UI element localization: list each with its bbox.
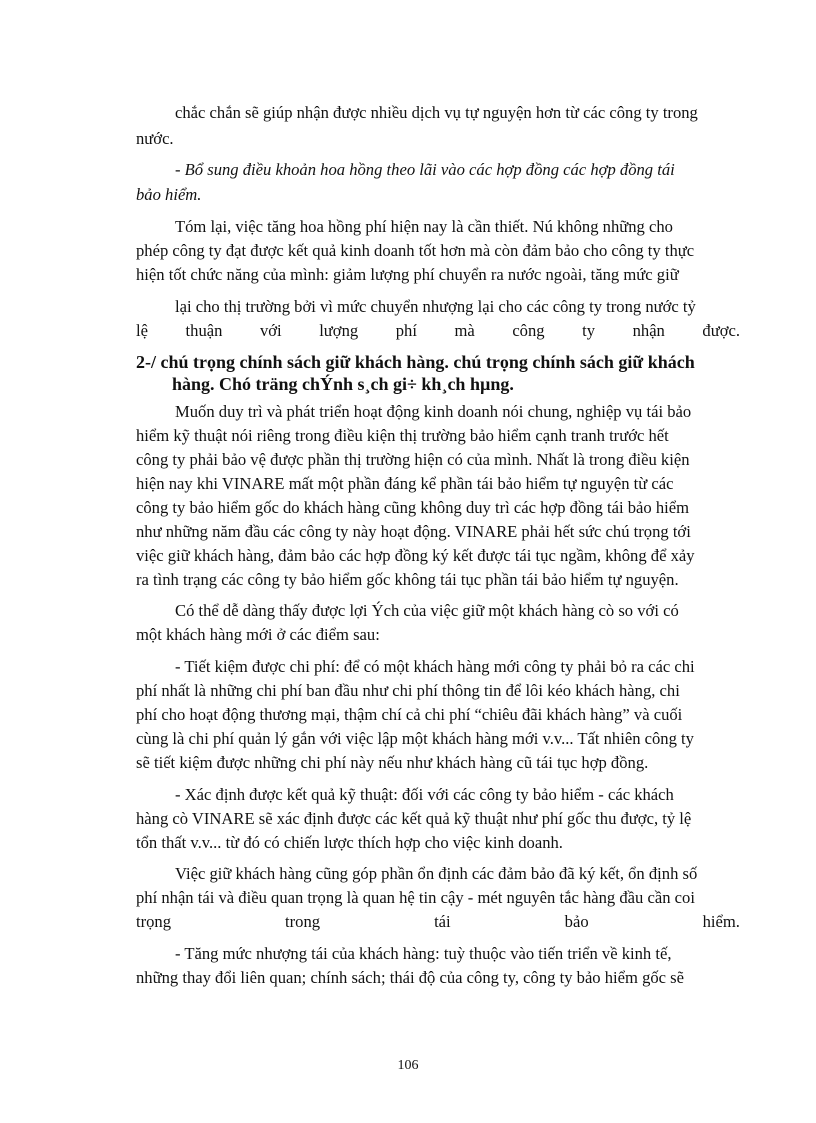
paragraph-line: phí cho hoạt động thương mại, thậm chí cả chi phí “chiêu đãi khách hàng” và cuối (136, 705, 683, 724)
page-number: 106 (397, 1058, 419, 1073)
paragraph-line: lại cho thị trường bởi vì mức chuyển nhượng lại cho các công ty trong nước tỷ (175, 297, 696, 316)
paragraph-line: ra tình trạng các công ty bảo hiểm gốc không tái tục phần tái bảo hiểm tự nguyện. (136, 570, 679, 589)
word: bảo (564, 912, 589, 931)
paragraph-line: phép công ty đạt được kết quả kinh doanh tốt hơn mà còn đảm bảo cho công ty thực (136, 241, 695, 260)
italic-line: bảo hiểm. (136, 185, 202, 204)
paragraph-line: nước. (136, 129, 174, 148)
paragraph-line: một khách hàng mới ở các điểm sau: (136, 625, 380, 644)
paragraph-line: việc giữ khách hàng, đảm bảo các hợp đồng ký kết được tái tục ngầm, không để xảy (136, 546, 695, 565)
paragraph-line: Việc giữ khách hàng cũng góp phần ổn định các đảm bảo đã ký kết, ổn định số (175, 864, 698, 883)
word: thuận (185, 321, 223, 340)
paragraph-line: Có thể dễ dàng thấy được lợi Ých của việc giữ một khách hàng cò so với có (175, 601, 679, 620)
paragraph-line: tổn thất v.v... từ đó có chiến lược thích hợp cho việc kinh doanh. (136, 833, 563, 852)
paragraph-line: phí nhất là những chi phí ban đầu như chi phí thông tin để lôi kéo khách hàng, chi (136, 681, 680, 700)
paragraph-line: hiểm kỹ thuật nói riêng trong điều kiện thị trường bảo hiểm cạnh tranh trước hết (136, 426, 669, 445)
paragraph-line: công ty bảo hiểm gốc do khách hàng cũng không duy trì các hợp đồng tái bảo hiểm (136, 498, 690, 517)
paragraph-line: công ty phải bảo vệ được phần thị trường hiện có của mình. Nhất là trong điều kiện (136, 450, 690, 469)
paragraph-line: - Xác định được kết quả kỹ thuật: đối với các công ty bảo hiểm - các khách (175, 785, 674, 804)
paragraph-line: cùng là chi phí quản lý gắn với việc lập một khách hàng mới v.v... Tất nhiên công ty (136, 729, 694, 748)
word: với (259, 321, 282, 340)
word: tái (434, 912, 451, 931)
word: trọng (136, 912, 172, 931)
paragraph-line: Tóm lại, việc tăng hoa hồng phí hiện nay là cần thiết. Nú không những cho (175, 217, 673, 236)
section-heading: 2-/ chú trọng chính sách giữ khách hàng. chú trọng chính sách giữ khách (136, 352, 695, 372)
word: mà (454, 321, 475, 340)
paragraph-line: hiện tốt chức năng của mình: giảm lượng phí chuyển ra nước ngoài, tăng mức giữ (136, 265, 679, 284)
word: nhận (632, 321, 665, 340)
section-heading: hàng. Chó träng chÝnh s¸ch gi÷ kh¸ch hµng. (172, 374, 514, 394)
justified-line (136, 912, 740, 932)
word: ty (582, 321, 596, 340)
word: được. (702, 321, 740, 340)
word: phí (395, 321, 417, 340)
paragraph-line: hiện nay khi VINARE mất một phần đáng kể phần tái bảo hiểm tự nguyện từ các (136, 474, 674, 493)
paragraph-line: phí nhận tái và điều quan trọng là quan hệ tin cậy - mét nguyên tắc hàng đầu cần coi (136, 888, 695, 907)
italic-line: - Bổ sung điều khoản hoa hồng theo lãi vào các hợp đồng các hợp đồng tái (175, 160, 675, 179)
word: công (512, 321, 545, 340)
paragraph-line: - Tiết kiệm được chi phí: để có một khách hàng mới công ty phải bỏ ra các chi (175, 657, 695, 676)
paragraph-line: hàng cò VINARE sẽ xác định được các kết quả kỹ thuật như phí gốc thu được, tỷ lệ (136, 809, 692, 828)
paragraph-line: - Tăng mức nhượng tái của khách hàng: tuỳ thuộc vào tiến triển về kinh tế, (175, 944, 672, 963)
justified-line (136, 321, 740, 341)
paragraph-line: sẽ tiết kiệm được những chi phí này nếu như khách hàng cũ tái tục hợp đồng. (136, 753, 649, 772)
paragraph-line: Muốn duy trì và phát triển hoạt động kinh doanh nói chung, nghiệp vụ tái bảo (175, 402, 692, 421)
word: hiểm. (702, 912, 740, 931)
word: trong (285, 912, 321, 931)
word: lệ (136, 321, 148, 340)
paragraph-line: như những năm đầu các công ty này hoạt động. VINARE phải hết sức chú trọng tới (136, 522, 691, 541)
word: lượng (319, 321, 359, 340)
paragraph-line: những thay đổi liên quan; chính sách; thái độ của công ty, công ty bảo hiểm gốc sẽ (136, 968, 685, 987)
paragraph-line: chắc chắn sẽ giúp nhận được nhiều dịch vụ tự nguyện hơn từ các công ty trong (175, 103, 698, 122)
